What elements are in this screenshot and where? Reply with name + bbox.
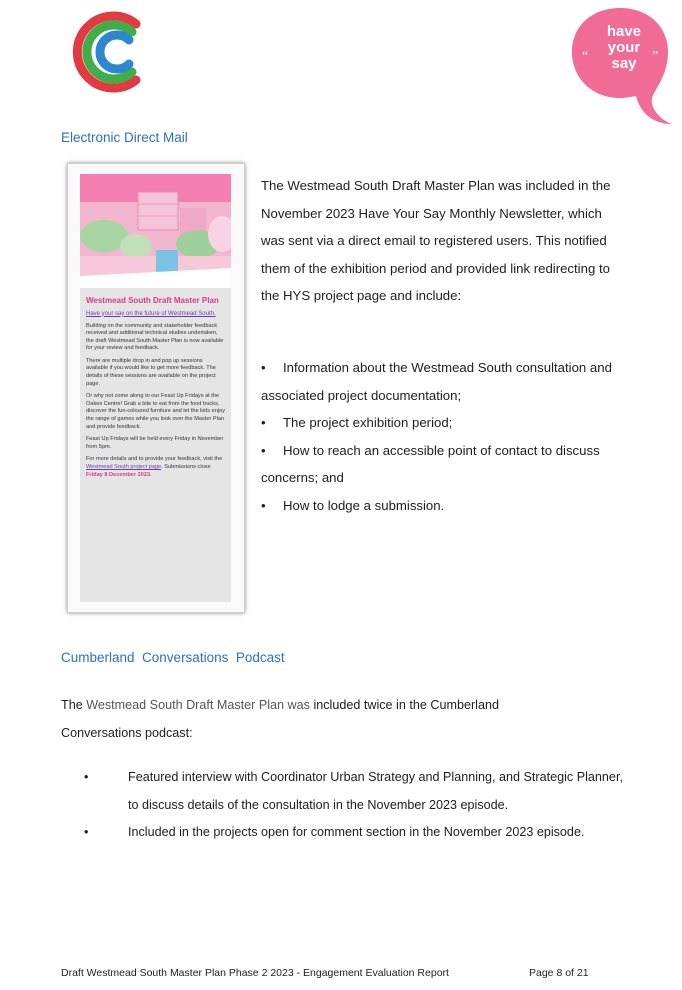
- edm-bullet: [261, 409, 625, 437]
- svg-text:”: ”: [652, 49, 659, 64]
- newsletter-thumbnail: [67, 163, 245, 613]
- podcast-intro-text: included twice in the Cumberland Conversations podcast:: [61, 698, 499, 740]
- newsletter-close-date: Friday 8 December 2023.: [86, 471, 152, 478]
- edm-bullet: [261, 492, 625, 520]
- newsletter-banner-image: [80, 174, 231, 294]
- edm-bullet-text: How to lodge a submission.: [283, 497, 445, 513]
- newsletter-paragraph: Building on the community and stakeholder feedback received and additional technical studies undertaken, the draft Westmead South Master Plan is now available for your review and feedback.: [86, 322, 224, 352]
- edm-bullet-text: How to reach an accessible point of contact to discuss concerns; and: [261, 442, 600, 485]
- podcast-bullet-text: Featured interview with Coordinator Urban Strategy and Planning, and Strategic Planner, to discuss details of the consultation in the November 2023 episode.: [128, 770, 623, 812]
- bullet-icon: •: [261, 497, 266, 513]
- podcast-bullet: [84, 764, 624, 819]
- have-your-say-logo-text: have your say: [606, 23, 642, 72]
- newsletter-link[interactable]: Have your say on the future of Westmead South.: [86, 310, 216, 317]
- newsletter-paragraph: Feast Up Fridays will be held every Friday in November from 5pm.: [86, 436, 224, 450]
- bullet-icon: •: [261, 442, 266, 458]
- podcast-bullet: [84, 819, 624, 847]
- edm-heading: Electronic Direct Mail: [61, 130, 188, 145]
- svg-text:“: “: [582, 49, 589, 64]
- newsletter-paragraph: [86, 456, 225, 479]
- edm-bullet: [261, 354, 625, 409]
- podcast-heading: Cumberland Conversations Podcast: [61, 650, 285, 665]
- newsletter-paragraph: Or why not come along to our Feast Up Fridays at the Oakes Centre! Grab a bite to eat from the food trucks, discover the fun-coloured furniture and let the kids enjoy the range of games while you look over the Master Plan and provide feedback.: [86, 393, 225, 430]
- podcast-bullet-text: Included in the projects open for comment section in the November 2023 episode.: [128, 825, 585, 839]
- bullet-icon: •: [84, 770, 89, 784]
- have-your-say-logo-icon: [568, 4, 672, 128]
- podcast-bullet-list: [84, 764, 624, 847]
- newsletter-title: Westmead South Draft Master Plan: [86, 296, 219, 305]
- edm-intro: The Westmead South Draft Master Plan was included in the November 2023 Have Your Say Monthly Newsletter, which was sent via a direct email to registered users. This notified them of the exhibition period and provided link redirecting to the HYS project page and include:: [261, 178, 611, 303]
- bullet-icon: •: [261, 360, 266, 375]
- edm-bullet-text: The project exhibition period;: [283, 415, 453, 430]
- bullet-icon: •: [84, 825, 89, 839]
- podcast-intro-plan-name: Westmead South Draft Master Plan was: [86, 698, 310, 712]
- newsletter-project-link[interactable]: Westmead South project page: [86, 464, 162, 470]
- edm-bullet-text: Information about the Westmead South consultation and associated project documentation;: [261, 360, 612, 403]
- newsletter-body: [80, 288, 231, 602]
- footer-page-number: Page 8 of 21: [529, 967, 589, 979]
- edm-bullet-list: [261, 354, 625, 519]
- newsletter-paragraph: There are multiple drop in and pop up sessions available if you would like to get more feedback. The details of these sessions are available on the project page.: [86, 357, 216, 387]
- footer-title: Draft Westmead South Master Plan Phase 2 2023 - Engagement Evaluation Report: [61, 967, 449, 979]
- edm-bullet: [261, 437, 625, 492]
- newsletter-text: . Submissions close: [161, 464, 211, 470]
- podcast-intro: [61, 692, 581, 747]
- cumberland-logo-icon: [66, 6, 158, 98]
- newsletter-text: For more details and to provide your feedback, visit the: [86, 456, 223, 463]
- bullet-icon: •: [261, 415, 266, 430]
- podcast-intro-text: The: [61, 698, 83, 712]
